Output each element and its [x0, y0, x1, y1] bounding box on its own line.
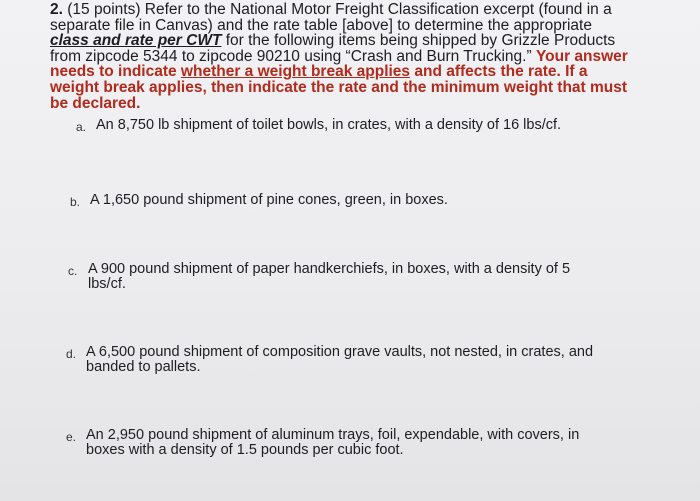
question-intro-text: (15 points) Refer to the National Motor Freight Classification excerpt (found in a separate file in Canvas) and the rate table [above] to determine the appropriate	[50, 1, 612, 34]
item-text: An 2,950 pound shipment of aluminum trays, foil, expendable, with covers, in boxes with a density of 1.5 pounds per cubic foot.	[86, 427, 580, 458]
item-text: A 900 pound shipment of paper handkerchiefs, in boxes, with a density of 5 lbs/cf.	[88, 261, 571, 292]
requirement-text-1: Your answer needs to indicate	[50, 47, 628, 81]
list-item-c	[68, 262, 588, 292]
item-text: An 8,750 lb shipment of toilet bowls, in crates, with a density of 16 lbs/cf.	[96, 117, 562, 133]
requirement-text-3: If a weight break applies, then indicate the rate and the minimum weight that must be declared.	[50, 63, 628, 112]
question-number: 2.	[50, 1, 63, 18]
question-prompt	[50, 2, 630, 111]
list-item-b	[70, 193, 630, 208]
item-letter: e.	[66, 430, 77, 444]
item-text: A 6,500 pound shipment of composition grave vaults, not nested, in crates, and banded to pallets.	[86, 344, 594, 375]
weight-break-term: whether a weight break applies	[180, 63, 411, 81]
list-item-e	[66, 428, 596, 458]
question-route-text: for the following items being shipped by Grizzle Products from zipcode 5344 to zipcode 90210 using “Crash and Burn Trucking.”	[50, 32, 616, 65]
list-item-a	[76, 118, 636, 133]
item-text: A 1,650 pound shipment of pine cones, green, in boxes.	[90, 192, 448, 208]
item-letter: b.	[70, 195, 81, 209]
item-letter: a.	[76, 120, 87, 134]
list-item-d	[66, 345, 611, 375]
item-letter: c.	[68, 264, 78, 278]
item-letter: d.	[66, 347, 77, 361]
class-rate-term: class and rate per CWT	[50, 32, 222, 50]
requirement-text-2: and affects the rate.	[410, 63, 566, 81]
